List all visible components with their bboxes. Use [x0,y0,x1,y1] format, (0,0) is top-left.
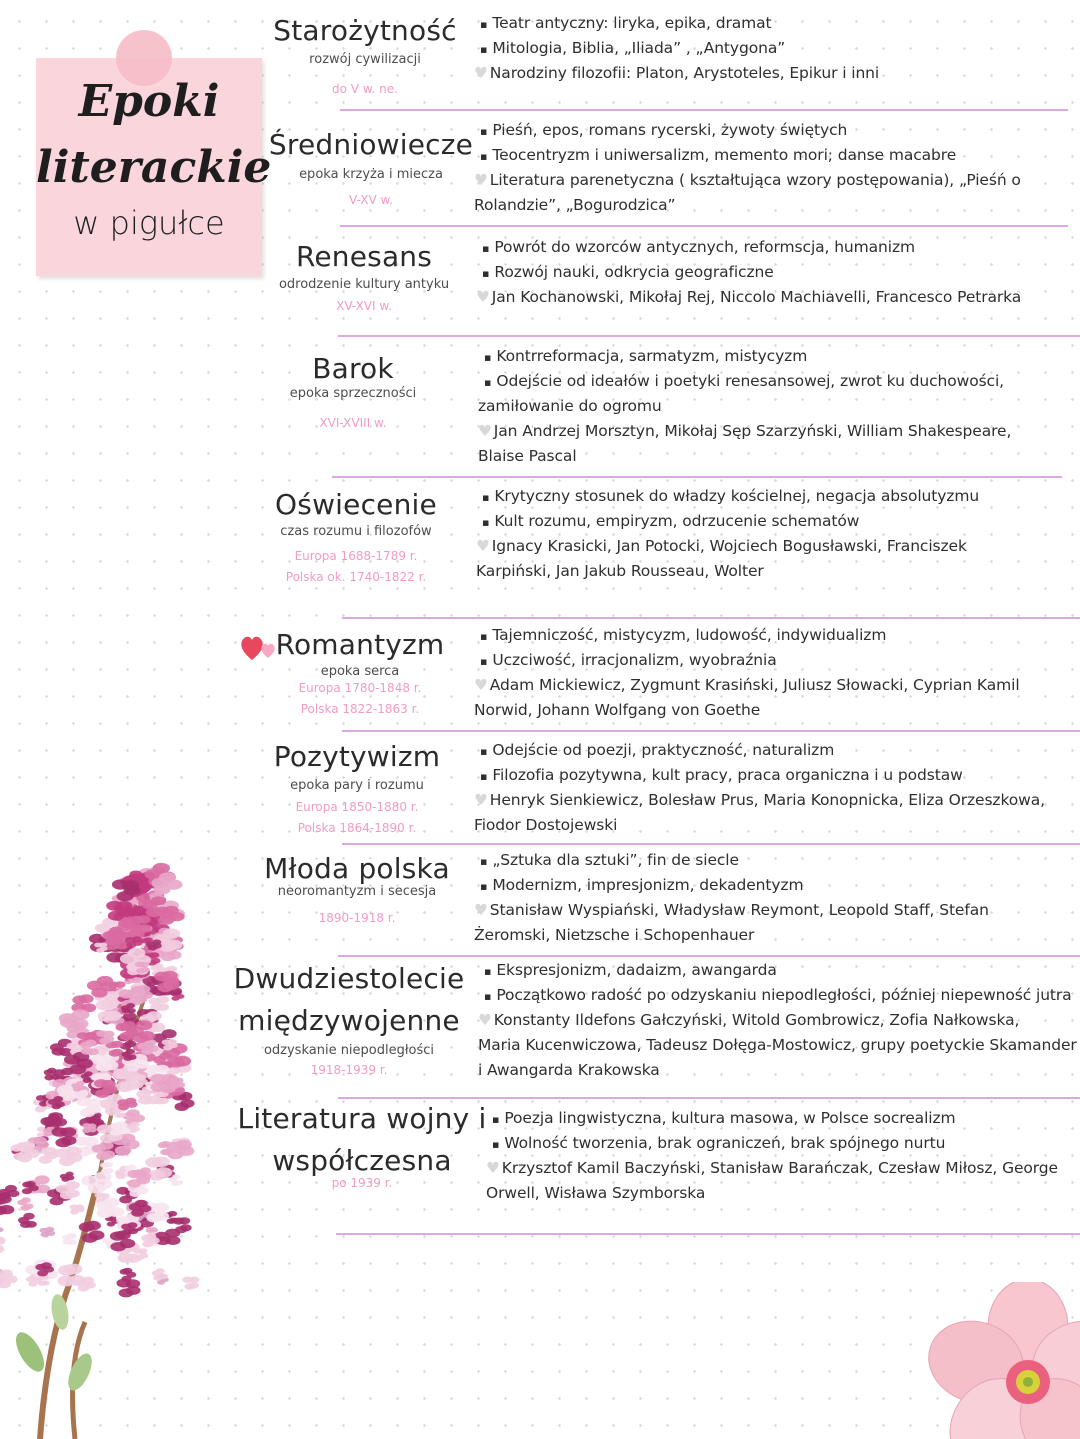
era-date: do V w. ne. [332,82,398,96]
era-line-text: Adam Mickiewicz, Zygmunt Krasiński, Juliusz Słowacki, Cyprian Kamil [489,676,1020,694]
pink-flower-illustration [928,1282,1080,1439]
era-line-text: Wolność tworzenia, brak ograniczeń, brak spójnego nurtu [504,1134,946,1152]
era-line-text: Kult rozumu, empiryzm, odrzucenie schematów [494,512,860,530]
era-continuation-line [474,816,617,834]
era-bullet-line [480,741,834,759]
bullet-icon: ▪ [480,880,488,893]
era-subtitle: odrodzenie kultury antyku [278,277,450,292]
era-title: Literatura wojny i [237,1102,487,1135]
era-line-text: Pieśń, epos, romans rycerski, żywoty świętych [492,121,848,139]
era-bullet-line [480,146,956,164]
bullet-icon: ▪ [484,965,492,978]
section-divider [342,730,1080,732]
era-line-text: Fiodor Dostojewski [474,816,618,834]
bullet-icon: ▪ [480,855,488,868]
era-bullet-line [482,263,774,281]
section-divider [340,225,1068,227]
era-bullet-line [480,851,739,869]
era-title: Oświecenie [275,488,437,521]
era-line-text: Krytyczny stosunek do władzy kościelnej, negacja absolutyzmu [494,487,980,505]
heart-icon: ♥ [486,1159,500,1177]
era-date: V-XV w. [348,193,394,207]
era-date: 1918-1939 r. [310,1063,388,1077]
era-line-text: „Sztuka dla sztuki”, fin de siecle [492,851,739,869]
era-bullet-line [482,512,859,530]
era-bullet-line [480,876,803,894]
bullet-icon: ▪ [492,1138,500,1151]
era-bullet-line [480,766,963,784]
era-date: XV-XVI w. [336,299,392,313]
era-date: Polska ok. 1740-1822 r. [285,570,427,584]
era-bullet-line [480,14,772,32]
era-date: Europa 1688-1789 r. [294,549,418,563]
era-line-text: Stanisław Wyspiański, Władysław Reymont, Leopold Staff, Stefan [489,901,989,919]
era-people-line [486,1159,1058,1177]
era-continuation-line [486,1184,705,1202]
era-line-text: Konstanty Ildefons Gałczyński, Witold Gombrowicz, Zofia Nałkowska, [493,1011,1020,1029]
heart-icon: ♥ [474,171,488,189]
era-continuation-line [478,397,662,415]
heart-icon: ♥ [474,676,488,694]
bullet-icon: ▪ [480,18,488,31]
era-line-text: Żeromski, Nietzsche i Schopenhauer [474,926,755,944]
era-date: Europa 1850-1880 r. [295,800,419,814]
section-divider [340,109,1068,111]
bullet-icon: ▪ [480,150,488,163]
bullet-icon: ▪ [480,745,488,758]
bullet-icon: ▪ [480,655,488,668]
era-line-text: Norwid, Johann Wolfgang von Goethe [474,701,761,719]
era-people-line [474,171,1021,189]
bullet-icon: ▪ [482,491,490,504]
era-continuation-line [478,1036,1077,1054]
bullet-icon: ▪ [482,242,490,255]
double-heart-icon [240,634,280,662]
era-title: Średniowiecze [268,128,474,161]
section-divider [342,843,1080,845]
heart-icon: ♥ [478,422,492,440]
era-date: Polska 1822-1863 r. [300,702,420,716]
era-bullet-line [482,238,915,256]
era-line-text: Rozwój nauki, odkrycia geograficzne [494,263,774,281]
era-subtitle: epoka serca [320,664,400,679]
era-subtitle: neoromantyzm i secesja [277,884,437,899]
era-line-text: Teatr antyczny: liryka, epika, dramat [492,14,772,32]
section-divider [336,1233,1080,1235]
era-bullet-line [484,986,1072,1004]
era-people-line [476,537,967,555]
era-line-text: Ekspresjonizm, dadaizm, awangarda [496,961,777,979]
era-bullet-line [482,487,979,505]
era-line-text: Rolandzie”, „Bogurodzica” [474,196,676,214]
bullet-icon: ▪ [480,43,488,56]
era-line-text: Krzysztof Kamil Baczyński, Stanisław Barańczak, Czesław Miłosz, George [501,1159,1058,1177]
heart-icon: ♥ [474,791,488,809]
era-line-text: Modernizm, impresjonizm, dekadentyzm [492,876,804,894]
era-line-text: i Awangarda Krakowska [478,1061,660,1079]
bullet-icon: ▪ [492,1113,500,1126]
era-title: Dwudziestolecie [233,962,465,995]
era-line-text: Początkowo radość po odzyskaniu niepodległości, później niepewność jutra [496,986,1072,1004]
era-continuation-line [476,562,764,580]
bullet-icon: ▪ [484,990,492,1003]
era-line-text: Henryk Sienkiewicz, Bolesław Prus, Maria Konopnicka, Eliza Orzeszkowa, [489,791,1045,809]
era-bullet-line [480,39,785,57]
era-subtitle: czas rozumu i filozofów [280,524,432,539]
era-people-line [476,288,1021,306]
era-line-text: Ignacy Krasicki, Jan Potocki, Wojciech Bogusławski, Franciszek [491,537,967,555]
era-title: Starożytność [273,14,457,47]
era-title: współczesna [272,1144,452,1177]
bullet-icon: ▪ [484,351,492,364]
section-divider [338,335,1080,337]
era-bullet-line [480,626,886,644]
era-title: Młoda polska [264,852,450,885]
era-title: międzywojenne [238,1004,460,1037]
era-line-text: Karpiński, Jan Jakub Rousseau, Wolter [476,562,764,580]
era-continuation-line [478,1061,660,1079]
era-title: Pozytywizm [273,740,441,773]
era-date: Polska 1864-1890 r. [297,821,417,835]
section-divider [342,617,1080,619]
era-line-text: Jan Andrzej Morsztyn, Mikołaj Sęp Szarzyński, William Shakespeare, [493,422,1012,440]
era-line-text: Orwell, Wisława Szymborska [486,1184,706,1202]
section-divider [338,955,1080,957]
era-subtitle: odzyskanie niepodległości [263,1043,435,1058]
era-bullet-line [484,347,807,365]
era-bullet-line [492,1109,956,1127]
era-people-line [474,901,989,919]
era-people-line [478,1011,1019,1029]
era-subtitle: rozwój cywilizacji [309,52,421,67]
era-people-line [474,676,1020,694]
era-continuation-line [478,447,577,465]
heart-icon: ♥ [474,64,488,82]
page-title-line-2: literackie [36,142,272,193]
bullet-icon: ▪ [484,376,492,389]
bullet-icon: ▪ [482,516,490,529]
era-line-text: Uczciwość, irracjonalizm, wyobraźnia [492,651,777,669]
page-title-line-1: Epoki [78,76,220,127]
bullet-icon: ▪ [480,630,488,643]
lilac-flower-illustration [0,852,232,1439]
era-line-text: Odejście od ideałów i poetyki renesansowej, zwrot ku duchowości, [496,372,1005,390]
heart-icon: ♥ [478,1011,492,1029]
era-date: Europa 1780-1848 r. [298,681,422,695]
section-divider [338,1097,1080,1099]
era-line-text: Poezja lingwistyczna, kultura masowa, w Polsce socrealizm [504,1109,956,1127]
era-line-text: Literatura parenetyczna ( kształtująca wzory postępowania), „Pieśń o [489,171,1021,189]
era-line-text: Maria Kucenwiczowa, Tadeusz Dołęga-Mostowicz, grupy poetyckie Skamander [478,1036,1077,1054]
era-line-text: Powrót do wzorców antycznych, reformscja, humanizm [494,238,916,256]
bullet-icon: ▪ [480,770,488,783]
era-bullet-line [492,1134,945,1152]
era-subtitle: epoka sprzeczności [289,386,417,401]
bullet-icon: ▪ [482,267,490,280]
era-line-text: Filozofia pozytywna, kult pracy, praca organiczna i u podstaw [492,766,963,784]
era-subtitle: epoka pary i rozumu [290,778,424,793]
era-people-line [478,422,1011,440]
heart-icon: ♥ [476,288,490,306]
era-bullet-line [484,372,1004,390]
era-title: Barok [312,352,394,385]
era-line-text: Odejście od poezji, praktyczność, naturalizm [492,741,835,759]
heart-icon: ♥ [474,901,488,919]
era-line-text: Jan Kochanowski, Mikołaj Rej, Niccolo Machiavelli, Francesco Petrarka [491,288,1022,306]
era-continuation-line [474,926,754,944]
title-sticky-note [36,58,272,276]
era-date: 1890-1918 r. [318,911,396,925]
era-subtitle: epoka krzyża i miecza [299,167,443,182]
bullet-icon: ▪ [480,125,488,138]
era-people-line [474,791,1045,809]
era-line-text: Narodziny filozofii: Platon, Arystoteles, Epikur i inni [489,64,880,82]
era-line-text: Teocentryzm i uniwersalizm, memento mori; danse macabre [492,146,957,164]
heart-icon: ♥ [476,537,490,555]
section-divider [332,476,1062,478]
era-date: po 1939 r. [331,1176,393,1190]
page-subtitle: w pigułce [73,204,225,242]
era-continuation-line [474,196,676,214]
era-continuation-line [474,701,760,719]
era-bullet-line [480,651,777,669]
era-line-text: zamiłowanie do ogromu [478,397,662,415]
era-line-text: Tajemniczość, mistycyzm, ludowość, indywidualizm [492,626,887,644]
era-title: Romantyzm [275,628,445,661]
era-bullet-line [480,121,847,139]
era-people-line [474,64,879,82]
era-line-text: Kontrreformacja, sarmatyzm, mistycyzm [496,347,808,365]
era-date: XVI-XVIII w. [319,416,387,430]
era-title: Renesans [295,240,433,273]
era-line-text: Blaise Pascal [478,447,577,465]
era-bullet-line [484,961,777,979]
era-line-text: Mitologia, Biblia, „Iliada” , „Antygona” [492,39,786,57]
